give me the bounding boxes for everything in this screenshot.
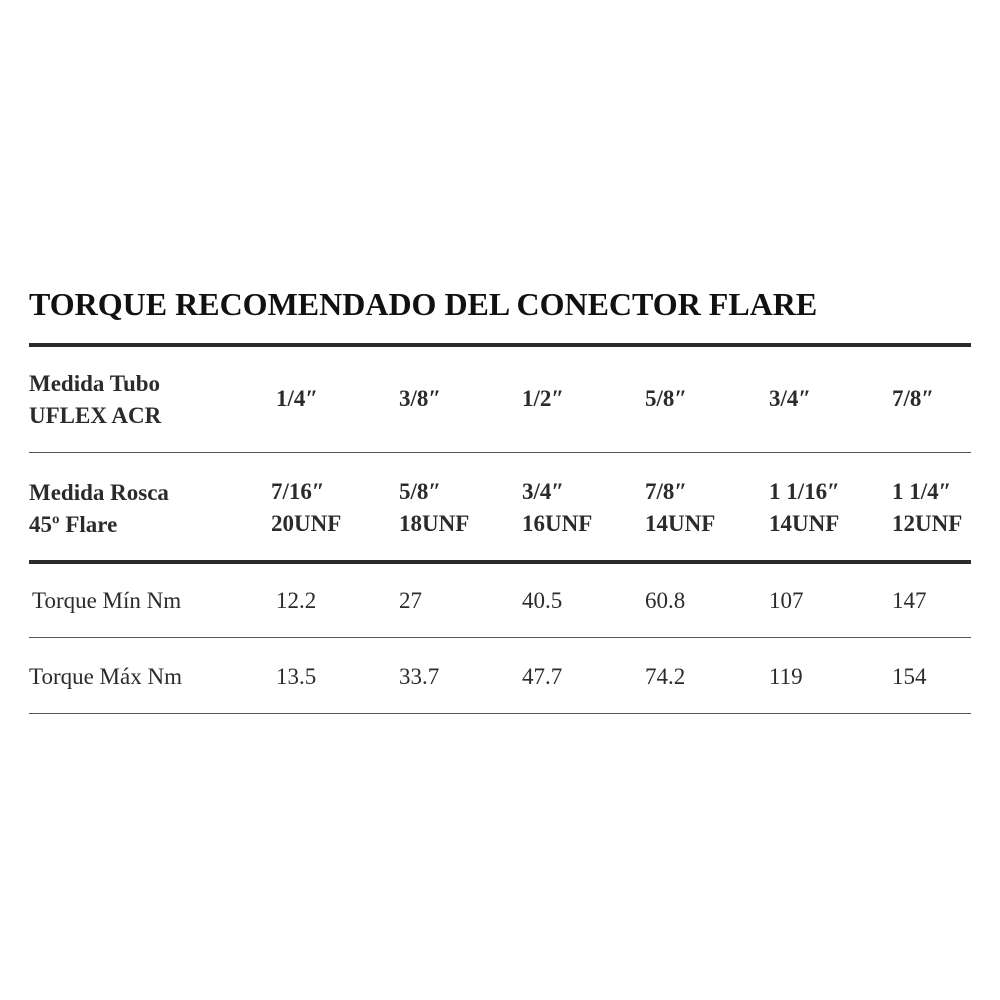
bottom-rule [29,713,971,714]
cell-min-3: 40.5 [522,588,563,613]
cell-min-5: 107 [769,588,804,613]
cell-line: 7/8″ [645,479,688,504]
row-divider [29,637,971,638]
cell-line: 7/16″ [271,479,325,504]
cell-line: 18UNF [399,511,470,536]
cell-line: 3/4″ [522,479,565,504]
cell-max-1: 13.5 [276,664,317,689]
cell-max-5: 119 [769,664,803,689]
cell-max-4: 74.2 [645,664,686,689]
row-label-torque-max: Torque Máx Nm [29,664,182,689]
cell-max-2: 33.7 [399,664,440,689]
cell-line: 12UNF [892,511,963,536]
row-label-medida-tubo [29,368,161,432]
cell-tubo-6: 7/8″ [892,386,935,411]
row-label-torque-min: Torque Mín Nm [32,588,182,613]
cell-rosca-4 [645,476,715,540]
cell-line: 16UNF [522,511,593,536]
cell-tubo-2: 3/8″ [399,386,442,411]
cell-max-3: 47.7 [522,664,563,689]
cell-min-1: 12.2 [276,588,317,613]
cell-line: 1 1/4″ [892,479,952,504]
cell-rosca-2 [399,476,469,540]
cell-line: 14UNF [645,511,716,536]
cell-line: 20UNF [271,511,342,536]
cell-tubo-5: 3/4″ [769,386,812,411]
cell-max-6: 154 [892,664,927,689]
label-line: 45º Flare [29,512,118,537]
cell-line: 1 1/16″ [769,479,840,504]
cell-min-4: 60.8 [645,588,686,613]
row-divider [29,452,971,453]
label-line: UFLEX ACR [29,403,162,428]
header-rule [29,560,971,564]
cell-tubo-4: 5/8″ [645,386,688,411]
table-title: TORQUE RECOMENDADO DEL CONECTOR FLARE [29,286,818,322]
cell-tubo-1: 1/4″ [276,386,319,411]
cell-rosca-1 [271,476,341,540]
cell-tubo-3: 1/2″ [522,386,565,411]
row-label-medida-rosca [29,477,169,541]
cell-min-6: 147 [892,588,927,613]
cell-rosca-6 [892,476,962,540]
cell-min-2: 27 [399,588,422,613]
cell-rosca-3 [522,476,592,540]
cell-line: 5/8″ [399,479,442,504]
cell-line: 14UNF [769,511,840,536]
label-line: Medida Tubo [29,371,161,396]
top-rule [29,343,971,347]
label-line: Medida Rosca [29,480,169,505]
cell-rosca-5 [769,476,840,540]
